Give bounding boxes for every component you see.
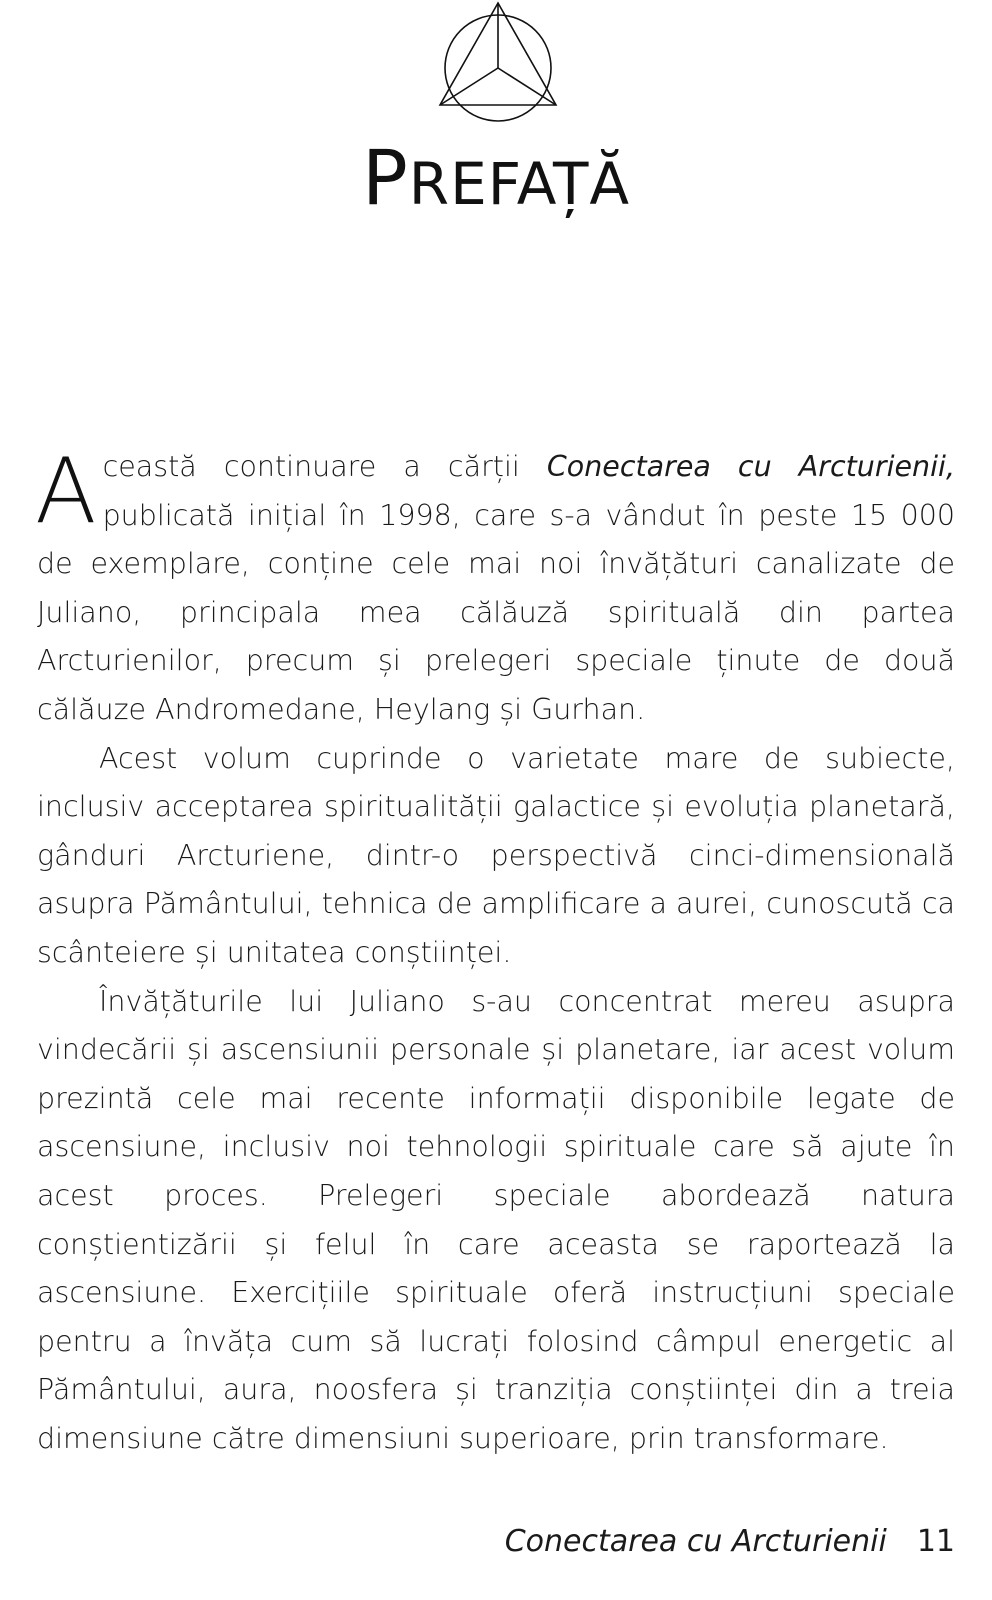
chapter-title-cap: P xyxy=(361,133,409,222)
page-number: 11 xyxy=(916,1524,955,1559)
chapter-title-rest: REFAȚĂ xyxy=(408,150,631,218)
paragraph-1-text-a: ceastă continuare a cărții xyxy=(102,450,547,483)
chapter-title xyxy=(0,133,992,222)
paragraph-1-text-b: publicată inițial în 1998, care s-a vândut în peste 15 000 de exemplare, conține cele mai noi învățături canalizate de Juliano, principala mea călăuză spirituală din partea Arcturienilor, precum și prelegeri speciale ținute de două călăuze Andromedane, Heylang și Gurhan. xyxy=(37,498,955,726)
drop-cap: A xyxy=(35,439,97,544)
paragraph-3: Învățăturile lui Juliano s-au concentrat mereu asupra vindecării și ascensiunii personale și planetare, iar acest volum prezintă cele mai recente informații disponibile legate de ascensiune, inclusiv noi tehnologii spirituale care să ajute în acest proces. Prelegeri speciale abordează natura conștientizării și felul în care aceasta se raportează la ascensiune. Exercițiile spirituale oferă instrucțiuni speciale pentru a învăța cum să lucrați folosind câmpul energetic al Pământului, aura, noosfera și tranziția conștiinței din a treia dimensiune către dimensiuni superioare, prin transformare. xyxy=(37,984,955,1455)
footer-book-title: Conectarea cu Arcturienii xyxy=(504,1524,887,1559)
paragraph-1 xyxy=(35,439,956,735)
paragraph-2: Acest volum cuprinde o varietate mare de subiecte, inclusiv acceptarea spiritualității galactice și evoluția planetară, gânduri Arcturiene, dintr-o perspectivă cinci-dimensională asupra Pământului, tehnica de amplificare a aurei, cunoscută ca scânteiere și unitatea conștiinței. xyxy=(37,741,955,969)
page-footer xyxy=(0,1522,955,1562)
book-title-reference: Conectarea cu Arcturienii, xyxy=(546,450,956,483)
triangle-in-circle-icon xyxy=(431,0,565,130)
preface-body xyxy=(35,439,956,1463)
